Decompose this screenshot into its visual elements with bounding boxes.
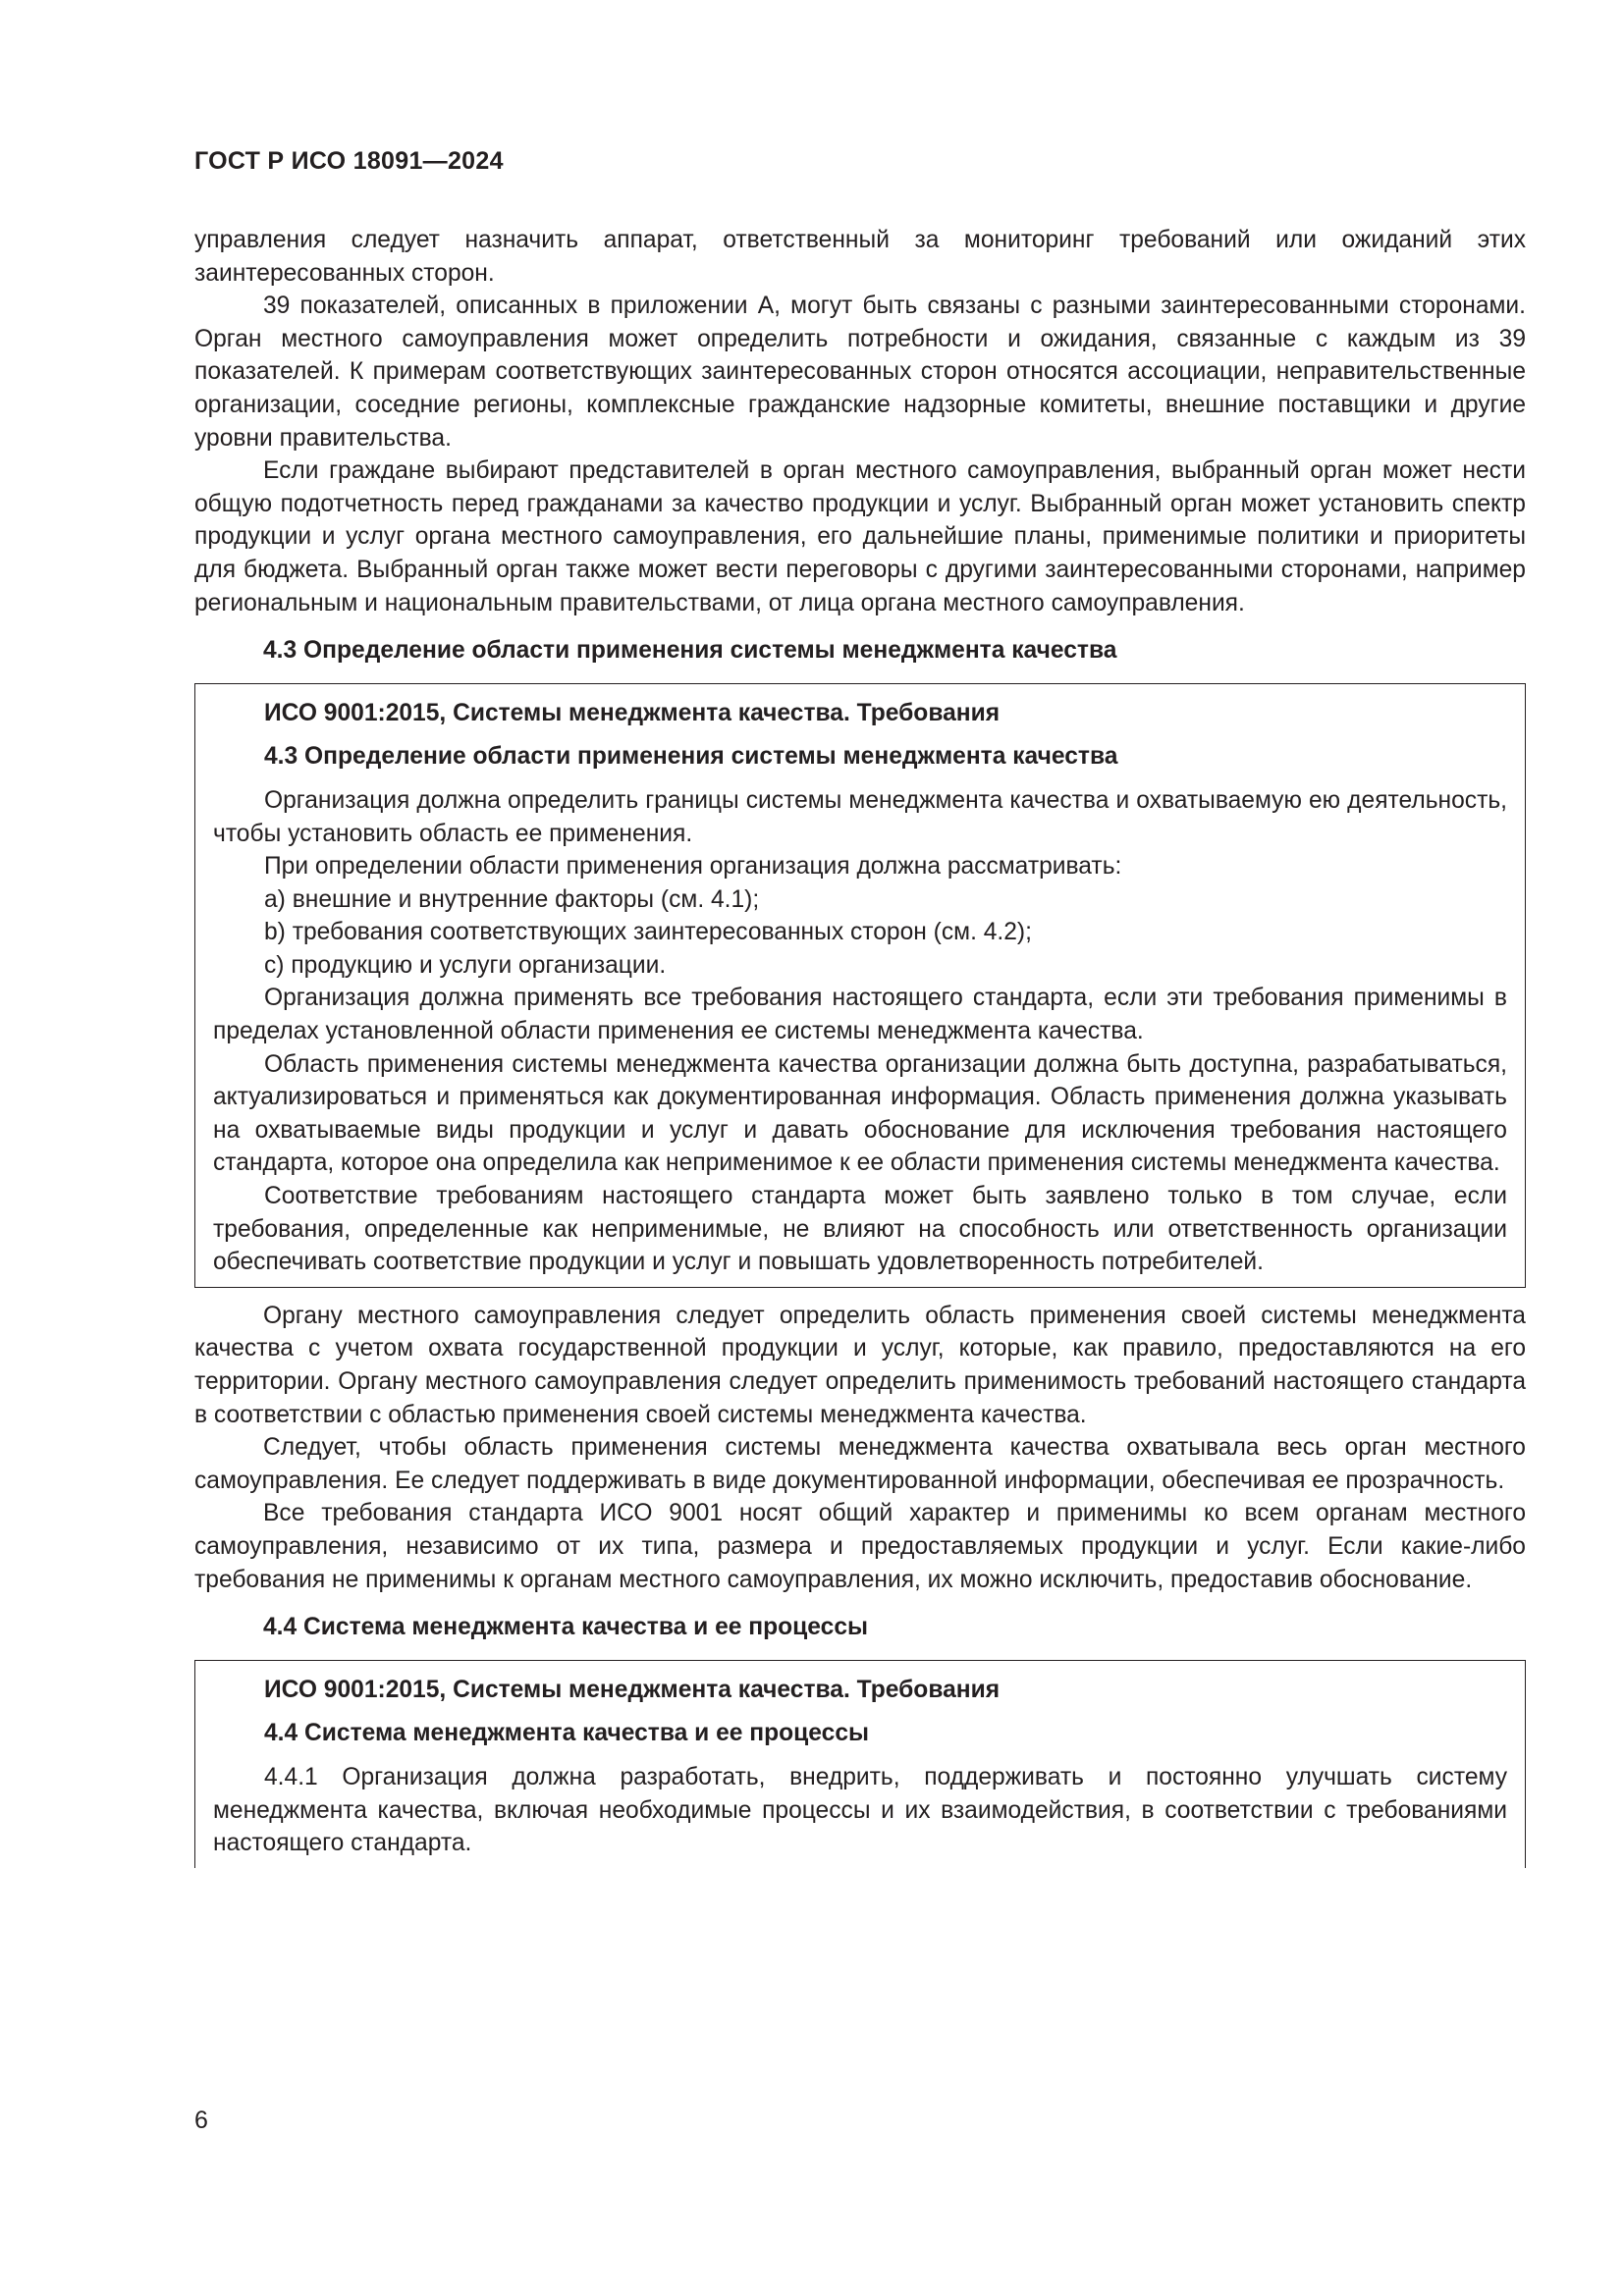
quote-source-title: ИСО 9001:2015, Системы менеджмента качества. Требования (264, 699, 1001, 726)
intro-paragraph-1: управления следует назначить аппарат, ответственный за мониторинг требований или ожиданий этих заинтересованных сторон. (194, 227, 1526, 287)
quote-paragraph-3: Организация должна применять все требования настоящего стандарта, если эти требования применимы в пределах установленной области применения ее системы менеджмента качества. (213, 985, 1507, 1045)
page-number: 6 (194, 2107, 208, 2134)
iso-quote-box-4-4 (194, 1660, 1526, 1868)
section-4-3-heading: 4.3 Определение области применения системы менеджмента качества (263, 637, 1117, 665)
document-header-title: ГОСТ Р ИСО 18091—2024 (194, 147, 504, 175)
iso-quote-box-4-3 (194, 683, 1526, 1288)
intro-paragraph-2: 39 показателей, описанных в приложении А, могут быть связаны с разными заинтересованными сторонами. Орган местного самоуправления может определить потребности и ожидания, связанные с каждым из 39 показателей. К примерам соответствующих заинтересованных сторон относятся ассоциации, неправительственные организации, соседние регионы, комплексные гражданские надзорные комитеты, внешние поставщики и другие уровни правительства. (194, 293, 1526, 452)
quote-list-item-a: a) внешние и внутренние факторы (см. 4.1); (264, 885, 760, 913)
quote-paragraph-1: Организация должна определить границы системы менеджмента качества и охватываемую ею деятельность, чтобы установить область ее применения. (213, 786, 1507, 847)
page-content (194, 224, 1526, 1868)
section-4-4-heading: 4.4 Система менеджмента качества и ее процессы (263, 1614, 868, 1641)
quote-paragraph-4: Область применения системы менеджмента качества организации должна быть доступна, разрабатываться, актуализироваться и применяться как документированная информация. Область применения должна указывать на охватываемые виды продукции и услуг и давать обоснование для исключения требования настоящего стандарта, которое она определила как неприменимое к ее области применения системы менеджмента качества. (213, 1050, 1507, 1177)
section-4-3-paragraph-3: Все требования стандарта ИСО 9001 носят общий характер и применимы ко всем органам местного самоуправления, независимо от их типа, размера и предоставляемых продукции и услуг. Если какие-либо требования не применимы к органам местного самоуправления, их можно исключить, предоставив обоснование. (194, 1500, 1526, 1593)
quote-clause-heading: 4.3 Определение области применения системы менеджмента качества (264, 743, 1118, 771)
quote-list-item-b: b) требования соответствующих заинтересованных сторон (см. 4.2); (264, 919, 1032, 946)
quote-list-item-c: c) продукцию и услуги организации. (264, 951, 667, 979)
quote-paragraph-5: Соответствие требованиям настоящего стандарта может быть заявлено только в том случае, если требования, определенные как неприменимые, не влияют на способность или ответственность организации обеспечивать соответствие продукции и услуг и повышать удовлетворенность потребителей. (213, 1183, 1507, 1276)
quote-4-4-1-paragraph: 4.4.1 Организация должна разработать, внедрить, поддерживать и постоянно улучшать систему менеджмента качества, включая необходимые процессы и их взаимодействия, в соответствии с требованиями настоящего стандарта. (213, 1763, 1507, 1857)
section-4-3-paragraph-2: Следует, чтобы область применения системы менеджмента качества охватывала весь орган местного самоуправления. Ее следует поддерживать в виде документированной информации, обеспечивая ее прозрачность. (194, 1434, 1526, 1494)
quote-source-title-4-4: ИСО 9001:2015, Системы менеджмента качества. Требования (264, 1676, 1001, 1703)
quote-paragraph-2: При определении области применения организация должна рассматривать: (264, 853, 1122, 881)
section-4-3-paragraph-1: Органу местного самоуправления следует определить область применения своей системы менеджмента качества с учетом охвата государственной продукции и услуг, которые, как правило, предоставляются на его территории. Органу местного самоуправления следует определить применимость требований настоящего стандарта в соответствии с областью применения своей системы менеджмента качества. (194, 1302, 1526, 1428)
quote-clause-heading-4-4: 4.4 Система менеджмента качества и ее процессы (264, 1720, 869, 1747)
intro-paragraph-3: Если граждане выбирают представителей в орган местного самоуправления, выбранный орган может нести общую подотчетность перед гражданами за качество продукции и услуг. Выбранный орган может установить спектр продукции и услуг органа местного самоуправления, его дальнейшие планы, применимые политики и приоритеты для бюджета. Выбранный орган также может вести переговоры с другими заинтересованными сторонами, например региональным и национальным правительствами, от лица органа местного самоуправления. (194, 457, 1526, 616)
